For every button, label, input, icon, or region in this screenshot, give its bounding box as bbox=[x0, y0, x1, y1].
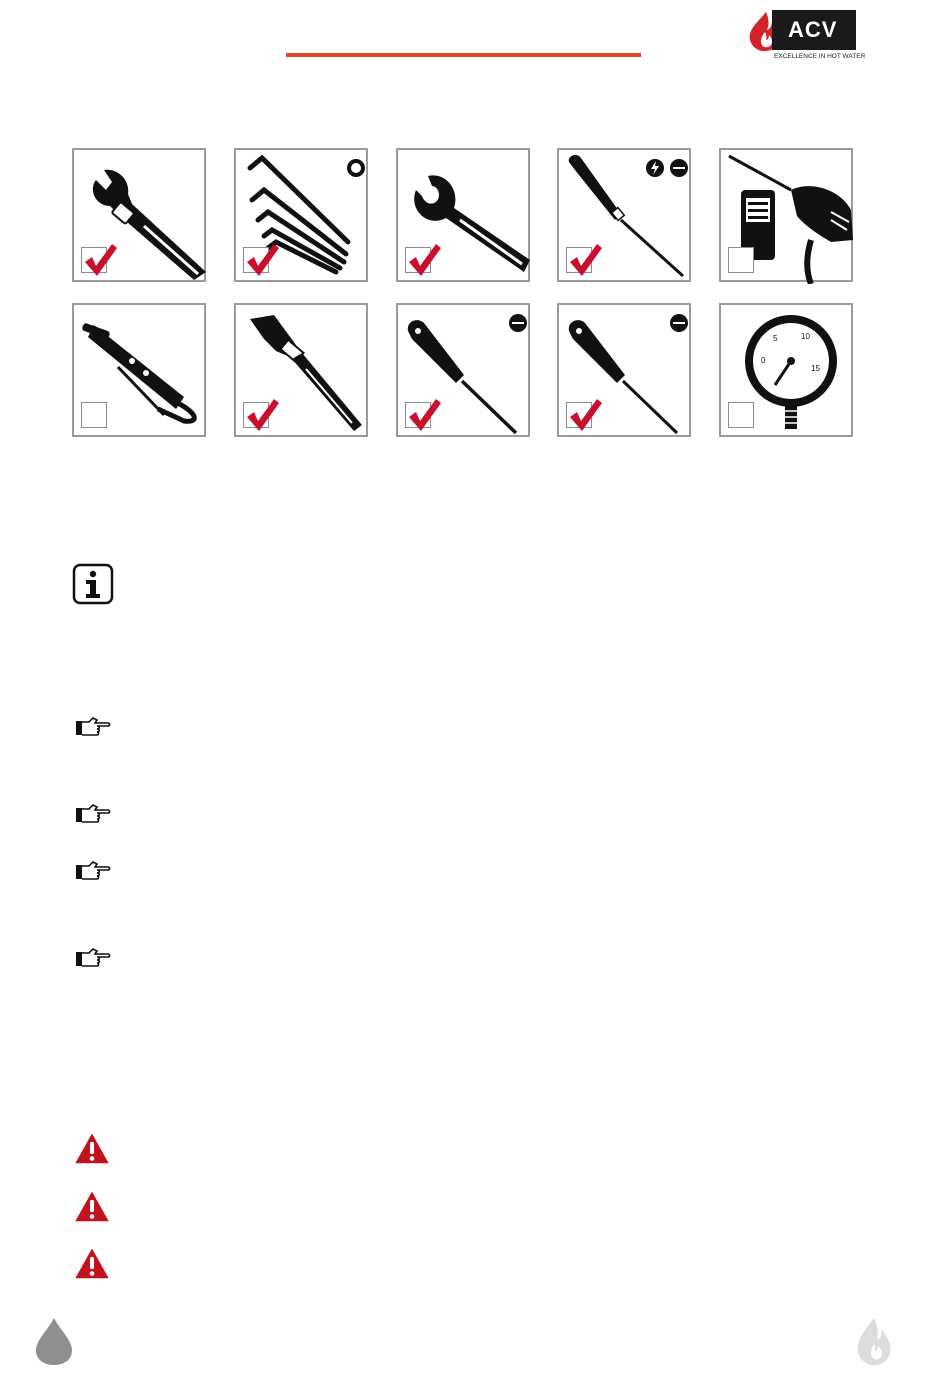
tool-combustion-analyzer bbox=[719, 148, 853, 282]
pointing-hand-icon bbox=[75, 860, 111, 882]
flat-slot-icon bbox=[508, 313, 528, 333]
pointing-hand-icon bbox=[75, 803, 111, 825]
tool-pipe-wrench bbox=[234, 303, 368, 437]
included-checkbox bbox=[566, 247, 592, 273]
gauge-tick-0: 0 bbox=[761, 356, 766, 365]
tool-hand-pump bbox=[72, 303, 206, 437]
warning-triangle-icon bbox=[72, 1245, 112, 1281]
flat-slot-icon bbox=[669, 313, 689, 333]
tool-flat-screwdriver-small bbox=[557, 303, 691, 437]
flat-slot-icon bbox=[669, 158, 689, 178]
acv-logo bbox=[746, 10, 866, 62]
checkmark-icon bbox=[244, 395, 280, 431]
gauge-tick-15: 15 bbox=[811, 364, 820, 373]
header-rule bbox=[286, 53, 641, 57]
included-checkbox bbox=[243, 402, 269, 428]
included-checkbox bbox=[243, 247, 269, 273]
tool-adjustable-wrench bbox=[72, 148, 206, 282]
gauge-tick-5: 5 bbox=[773, 334, 778, 343]
tool-flat-screwdriver-large bbox=[396, 303, 530, 437]
tool-pressure-gauge bbox=[719, 303, 853, 437]
tool-open-end-wrench bbox=[396, 148, 530, 282]
warning-triangle-icon bbox=[72, 1188, 112, 1224]
checkmark-icon bbox=[406, 240, 442, 276]
not-included-checkbox bbox=[728, 402, 754, 428]
lightning-icon bbox=[645, 158, 665, 178]
pointing-hand-icon bbox=[75, 716, 111, 738]
logo-tagline: EXCELLENCE IN HOT WATER bbox=[774, 53, 866, 60]
checkmark-icon bbox=[244, 240, 280, 276]
checkmark-icon bbox=[567, 240, 603, 276]
logo-wordmark: ACV bbox=[788, 17, 838, 42]
included-checkbox bbox=[405, 402, 431, 428]
checkmark-icon bbox=[82, 240, 118, 276]
checkmark-icon bbox=[406, 395, 442, 431]
pointing-hand-icon bbox=[75, 947, 111, 969]
checkmark-icon bbox=[567, 395, 603, 431]
not-included-checkbox bbox=[728, 247, 754, 273]
flame-icon bbox=[854, 1316, 894, 1366]
tool-voltage-tester-screwdriver bbox=[557, 148, 691, 282]
included-checkbox bbox=[81, 247, 107, 273]
tool-hex-key-set bbox=[234, 148, 368, 282]
gauge-tick-10: 10 bbox=[801, 332, 810, 341]
hex-icon bbox=[346, 158, 366, 178]
included-checkbox bbox=[566, 402, 592, 428]
water-drop-icon bbox=[34, 1316, 74, 1366]
not-included-checkbox bbox=[81, 402, 107, 428]
warning-triangle-icon bbox=[72, 1130, 112, 1166]
info-icon bbox=[72, 563, 114, 605]
included-checkbox bbox=[405, 247, 431, 273]
